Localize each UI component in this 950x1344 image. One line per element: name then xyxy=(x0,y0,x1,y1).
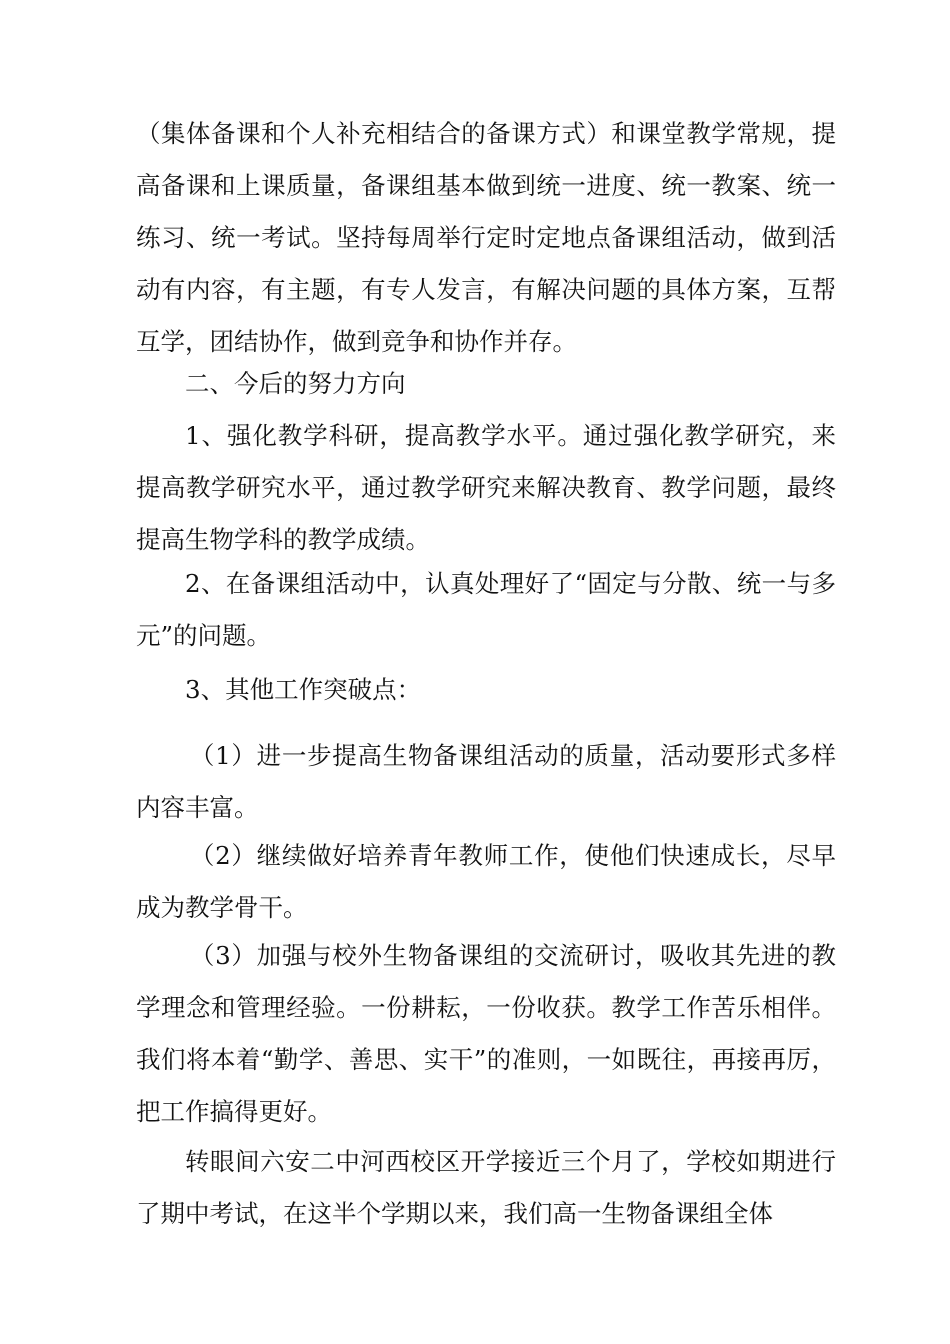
paragraph-semester-intro: 转眼间六安二中河西校区开学接近三个月了，学校如期进行了期中考试，在这半个学期以来，我们高一生物备课组全体 xyxy=(136,1147,836,1228)
paragraph-routine: （集体备课和个人补充相结合的备课方式）和课堂教学常规，提高备课和上课质量，备课组基本做到统一进度、统一教案、统一练习、统一考试。坚持每周举行定时定地点备课组活动，做到活动有内容，有主题，有专人发言，有解决问题的具体方案，互帮互学，团结协作，做到竞争和协作并存。 xyxy=(136,119,836,356)
paragraph-point-3: 3、其他工作突破点： xyxy=(185,675,422,704)
paragraph-subpoint-3: （3）加强与校外生物备课组的交流研讨，吸收其先进的教学理念和管理经验。一份耕耘，一份收获。教学工作苦乐相伴。我们将本着“勤学、善思、实干”的准则，一如既往，再接再厉，把工作搞得更好。 xyxy=(136,941,836,1126)
section-heading-future-direction: 二、今后的努力方向 xyxy=(185,369,406,398)
paragraph-point-1: 1、强化教学科研，提高教学水平。通过强化教学研究，来提高教学研究水平，通过教学研究来解决教育、教学问题，最终提高生物学科的教学成绩。 xyxy=(136,421,836,554)
paragraph-point-2: 2、在备课组活动中，认真处理好了“固定与分散、统一与多元”的问题。 xyxy=(136,569,836,650)
paragraph-subpoint-1: （1）进一步提高生物备课组活动的质量，活动要形式多样内容丰富。 xyxy=(136,741,836,822)
paragraph-subpoint-2: （2）继续做好培养青年教师工作，使他们快速成长，尽早成为教学骨干。 xyxy=(136,841,836,922)
